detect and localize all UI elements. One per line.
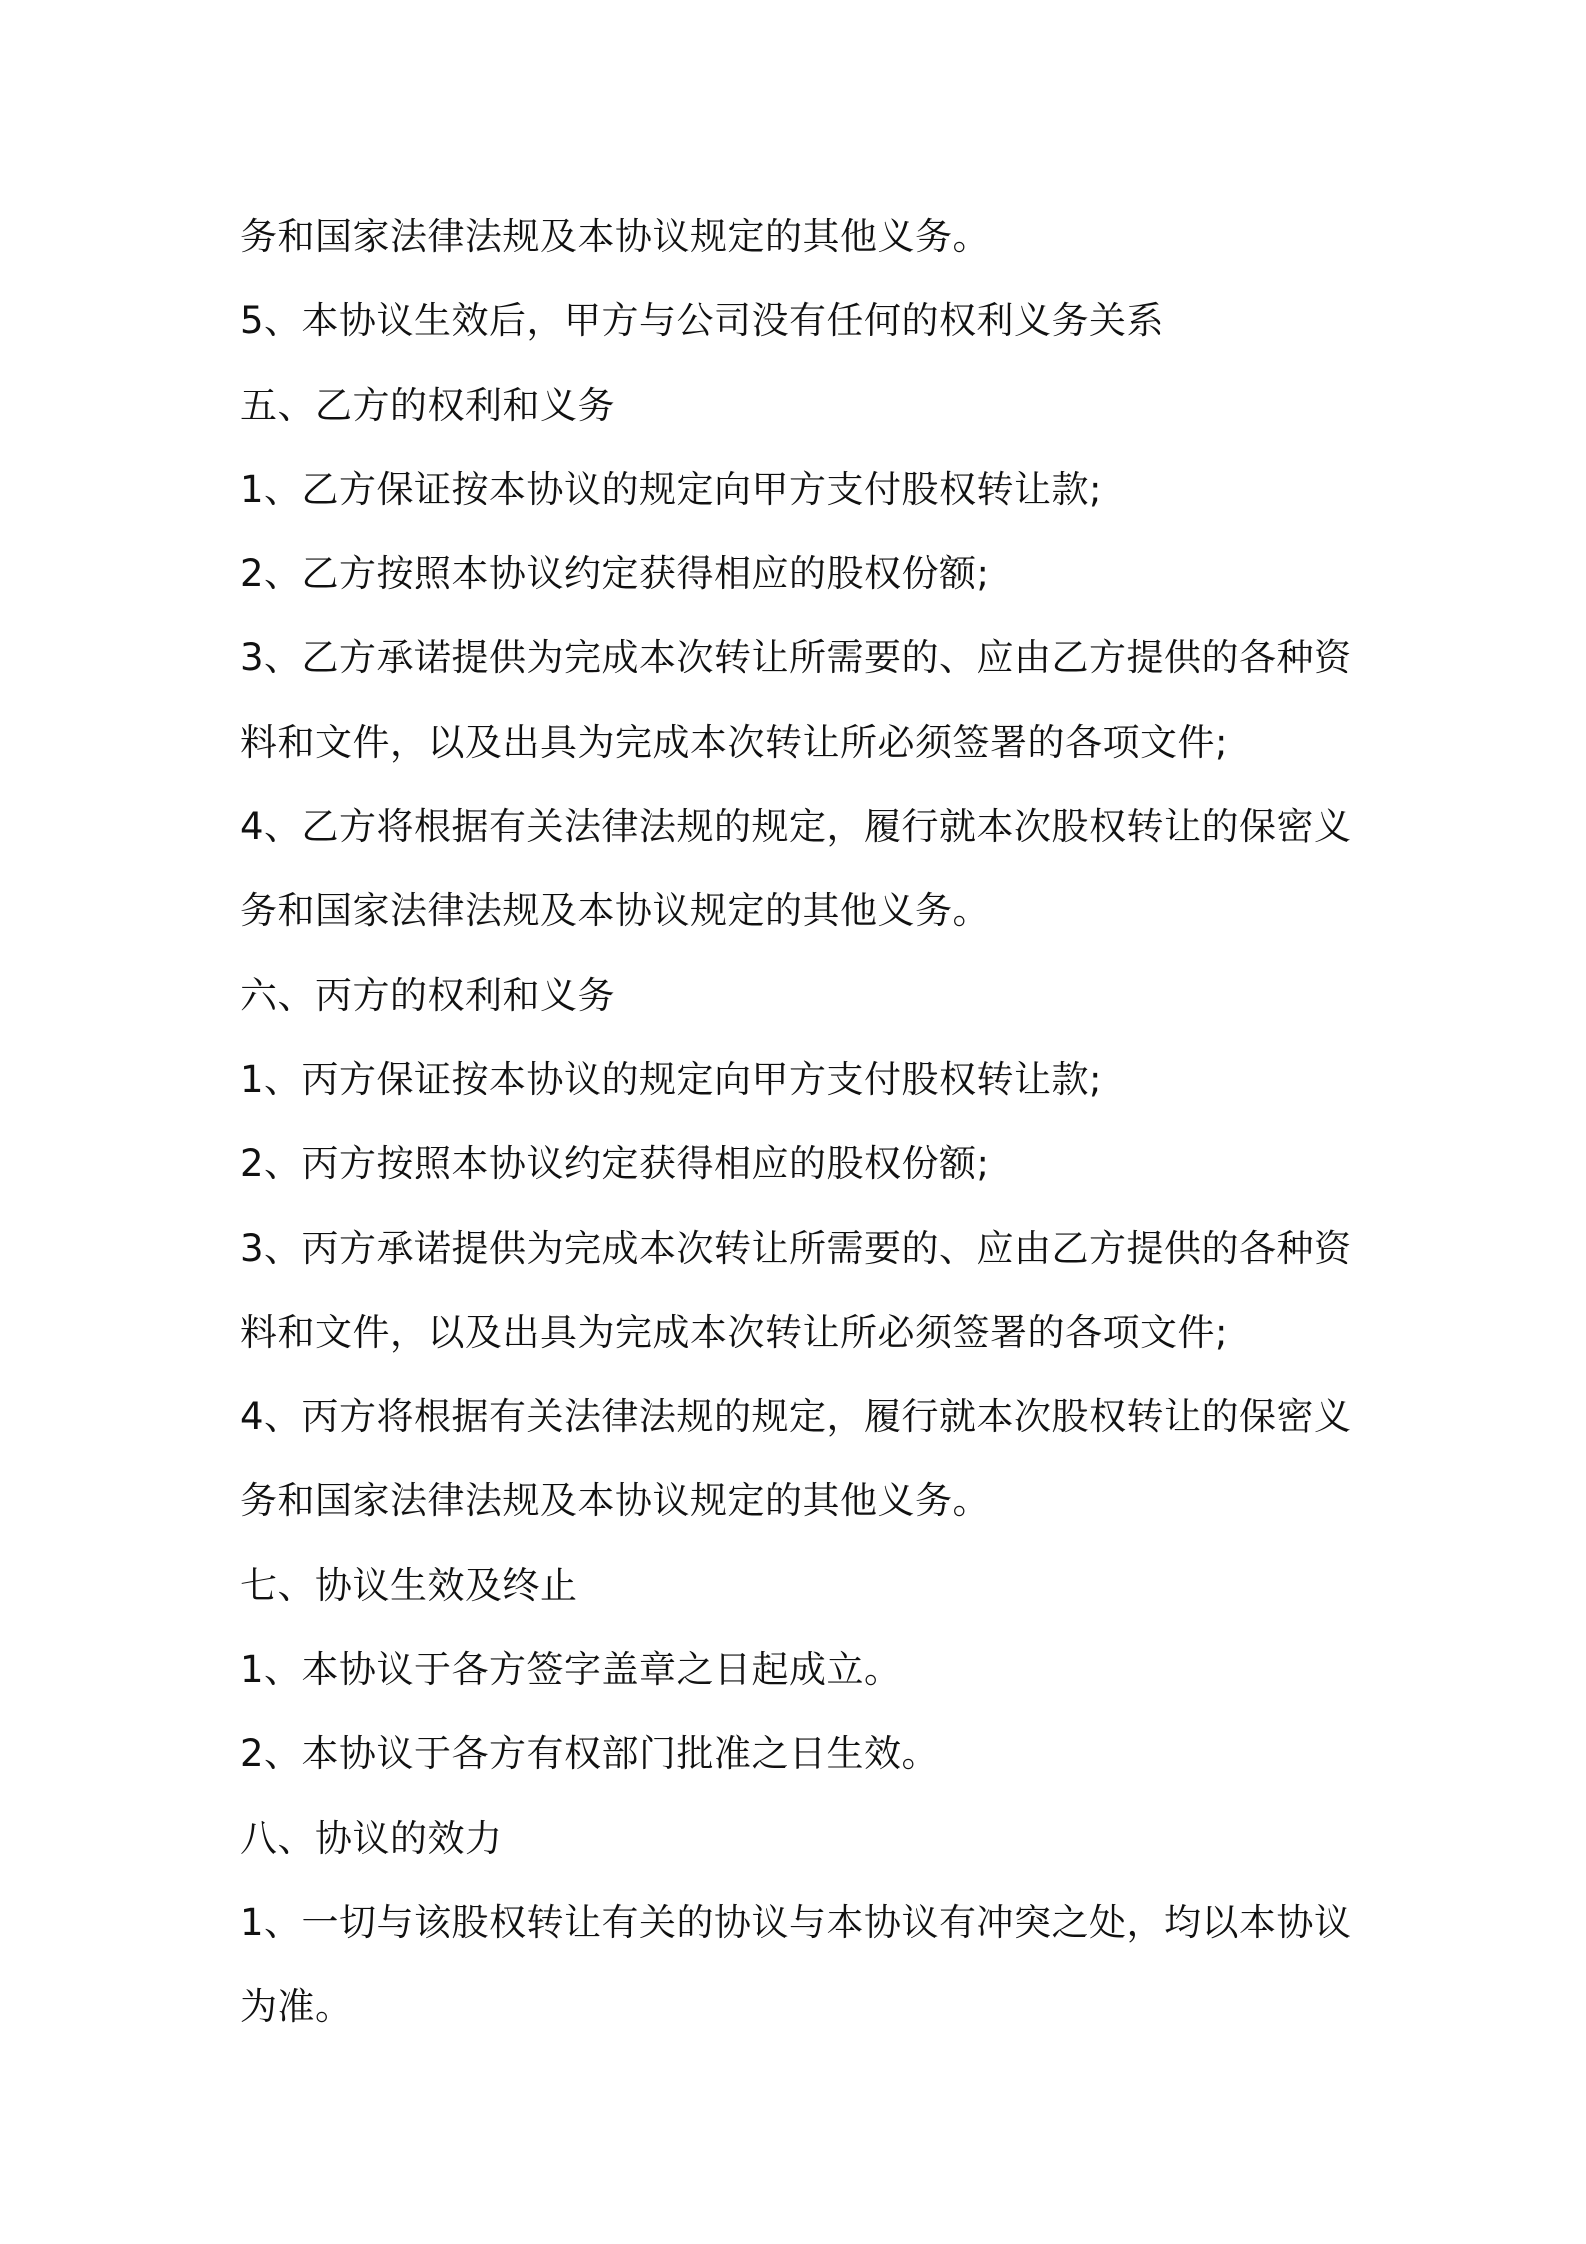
- text-line: 料和文件，以及出具为完成本次转让所必须签署的各项文件;: [240, 1310, 1228, 1354]
- text-line: 5、本协议生效后，甲方与公司没有任何的权利义务关系: [240, 299, 1165, 343]
- text-line: 务和国家法律法规及本协议规定的其他义务。: [240, 1479, 990, 1523]
- text-line: 4、乙方将根据有关法律法规的规定，履行就本次股权转让的保密义: [240, 805, 1352, 849]
- text-line: 1、一切与该股权转让有关的协议与本协议有冲突之处，均以本协议: [240, 1900, 1352, 1944]
- text-line: 1、丙方保证按本协议的规定向甲方支付股权转让款;: [240, 1057, 1103, 1101]
- section-heading: 五、乙方的权利和义务: [240, 383, 615, 427]
- section-heading: 六、丙方的权利和义务: [240, 973, 615, 1017]
- text-line: 务和国家法律法规及本协议规定的其他义务。: [240, 215, 990, 258]
- section-heading: 八、协议的效力: [240, 1816, 503, 1860]
- text-line: 3、丙方承诺提供为完成本次转让所需要的、应由乙方提供的各种资: [240, 1226, 1352, 1270]
- text-line: 料和文件，以及出具为完成本次转让所必须签署的各项文件;: [240, 720, 1228, 764]
- text-line: 3、乙方承诺提供为完成本次转让所需要的、应由乙方提供的各种资: [240, 636, 1352, 680]
- text-line: 4、丙方将根据有关法律法规的规定，履行就本次股权转让的保密义: [240, 1395, 1352, 1439]
- text-line: 务和国家法律法规及本协议规定的其他义务。: [240, 889, 990, 933]
- text-line: 为准。: [240, 1985, 353, 2029]
- text-line: 2、本协议于各方有权部门批准之日生效。: [240, 1732, 940, 1776]
- text-line: 2、乙方按照本协议约定获得相应的股权份额;: [240, 552, 990, 596]
- text-line: 2、丙方按照本协议约定获得相应的股权份额;: [240, 1142, 990, 1186]
- document-body: [240, 195, 1360, 2050]
- text-line: 1、本协议于各方签字盖章之日起成立。: [240, 1648, 902, 1692]
- section-heading: 七、协议生效及终止: [240, 1563, 578, 1607]
- text-line: 1、乙方保证按本协议的规定向甲方支付股权转让款;: [240, 467, 1103, 511]
